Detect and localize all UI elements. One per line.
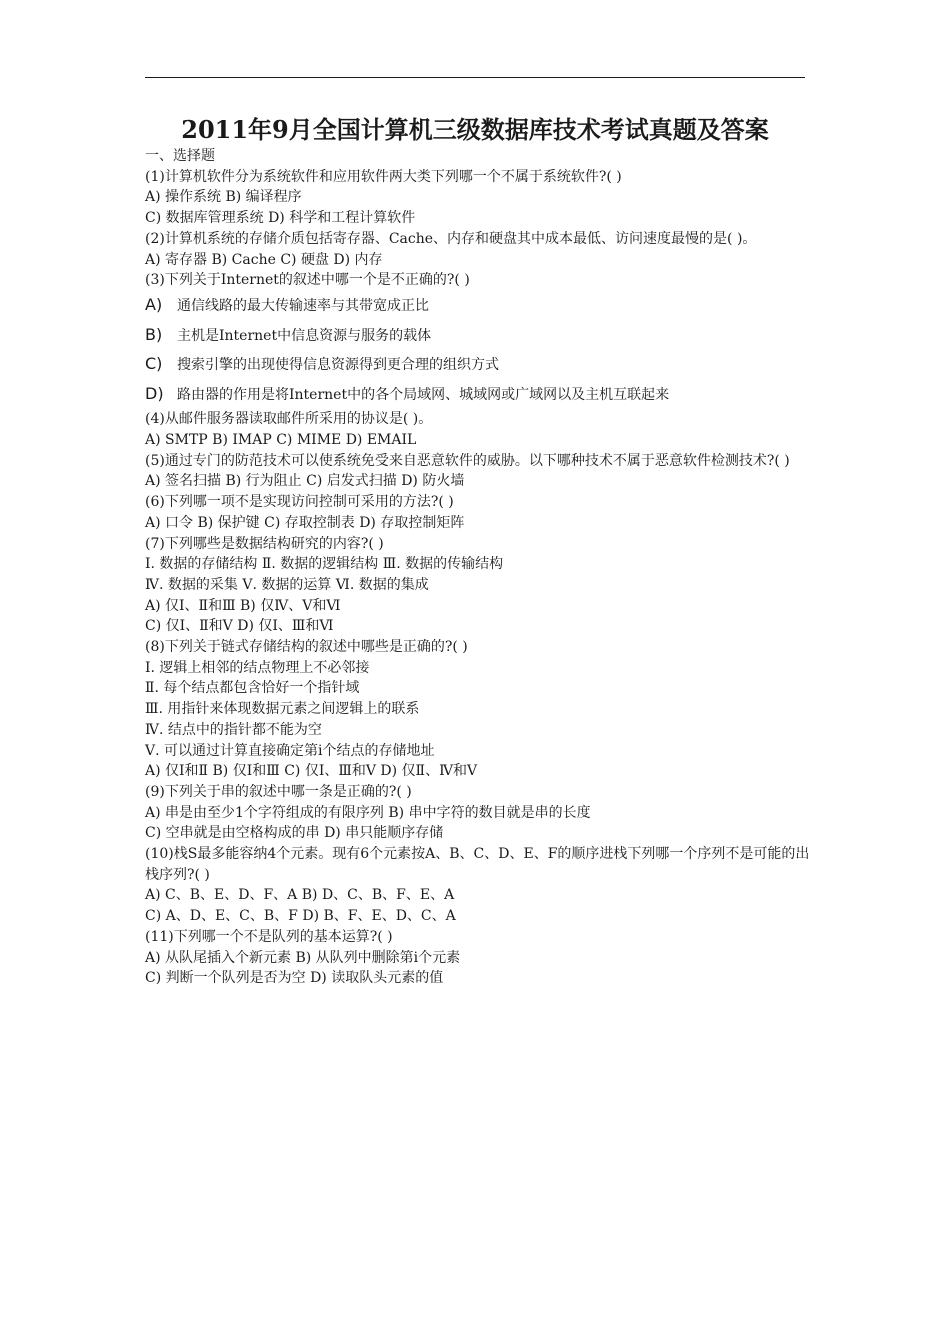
- question-10-stem: (10)栈S最多能容纳4个元素。现有6个元素按A、B、C、D、E、F的顺序进栈下列哪一个序列不是可能的出栈序列?( ): [145, 846, 810, 883]
- question-3-stem: (3)下列关于Internet的叙述中哪一个是不正确的?( ): [145, 272, 470, 289]
- document-title: 2011年9月全国计算机三级数据库技术考试真题及答案: [181, 115, 769, 144]
- question-7-options-line-2: C) 仅Ⅰ、Ⅱ和Ⅴ D) 仅Ⅰ、Ⅲ和Ⅵ: [145, 618, 334, 635]
- question-3-option-d: [145, 380, 810, 410]
- question-5-stem: (5)通过专门的防范技术可以使系统免受来自恶意软件的威胁。以下哪种技术不属于恶意软件检测技术?( ): [145, 452, 790, 469]
- question-2-options: A) 寄存器 B) Cache C) 硬盘 D) 内存: [145, 251, 383, 268]
- option-text: 路由器的作用是将Internet中的各个局域网、城域网或广域网以及主机互联起来: [177, 386, 670, 403]
- question-4-stem: (4)从邮件服务器读取邮件所采用的协议是( )。: [145, 411, 433, 428]
- document-body: [145, 146, 810, 989]
- question-2-stem: (2)计算机系统的存储介质包括寄存器、Cache、内存和硬盘其中成本最低、访问速度最慢的是( )。: [145, 230, 757, 247]
- question-9-options-line-2: C) 空串就是由空格构成的串 D) 串只能顺序存储: [145, 825, 444, 842]
- question-11-stem: (11)下列哪一个不是队列的基本运算?( ): [145, 928, 393, 945]
- option-letter: A): [145, 294, 163, 314]
- question-4-options: A) SMTP B) IMAP C) MIME D) EMAIL: [145, 432, 417, 448]
- question-8-item-2: Ⅱ. 每个结点都包含恰好一个指针域: [145, 680, 360, 697]
- question-9-stem: (9)下列关于串的叙述中哪一条是正确的?( ): [145, 783, 412, 800]
- question-1-stem: (1)计算机软件分为系统软件和应用软件两大类下列哪一个不属于系统软件?( ): [145, 168, 622, 185]
- question-1-options-line-2: C) 数据库管理系统 D) 科学和工程计算软件: [145, 210, 416, 227]
- section-heading: 一、选择题: [145, 148, 215, 164]
- question-9-options-line-1: A) 串是由至少1个字符组成的有限序列 B) 串中字符的数目就是串的长度: [145, 804, 591, 821]
- question-11-options-line-2: C) 判断一个队列是否为空 D) 读取队头元素的值: [145, 970, 444, 987]
- question-8-stem: (8)下列关于链式存储结构的叙述中哪些是正确的?( ): [145, 639, 468, 656]
- option-letter: D): [145, 383, 164, 403]
- option-text: 搜索引擎的出现使得信息资源得到更合理的组织方式: [177, 357, 499, 374]
- question-7-items-line-1: Ⅰ. 数据的存储结构 Ⅱ. 数据的逻辑结构 Ⅲ. 数据的传输结构: [145, 556, 504, 573]
- option-text: 主机是Internet中信息资源与服务的载体: [177, 327, 432, 344]
- option-letter: C): [145, 354, 163, 374]
- question-3-option-a: [145, 291, 810, 321]
- question-7-items-line-2: Ⅳ. 数据的采集 Ⅴ. 数据的运算 Ⅵ. 数据的集成: [145, 576, 429, 593]
- question-6-options: A) 口令 B) 保护键 C) 存取控制表 D) 存取控制矩阵: [145, 514, 465, 531]
- question-3-option-c: [145, 350, 810, 380]
- question-8-item-1: Ⅰ. 逻辑上相邻的结点物理上不必邻接: [145, 659, 370, 676]
- question-5-options: A) 签名扫描 B) 行为阻止 C) 启发式扫描 D) 防火墙: [145, 473, 465, 490]
- question-7-stem: (7)下列哪些是数据结构研究的内容?( ): [145, 535, 384, 552]
- question-8-options: A) 仅Ⅰ和Ⅱ B) 仅Ⅰ和Ⅲ C) 仅Ⅰ、Ⅲ和Ⅴ D) 仅Ⅱ、Ⅳ和Ⅴ: [145, 763, 478, 780]
- question-6-stem: (6)下列哪一项不是实现访问控制可采用的方法?( ): [145, 494, 454, 511]
- option-text: 通信线路的最大传输速率与其带宽成正比: [177, 297, 429, 314]
- question-1-options-line-1: A) 操作系统 B) 编译程序: [145, 189, 302, 206]
- question-10-options-line-2: C) A、D、E、C、B、F D) B、F、E、D、C、A: [145, 908, 456, 925]
- question-8-item-5: Ⅴ. 可以通过计算直接确定第i个结点的存储地址: [145, 742, 435, 759]
- question-11-options-line-1: A) 从队尾插入个新元素 B) 从队列中删除第i个元素: [145, 949, 461, 966]
- header-rule: [145, 77, 805, 78]
- question-10-options-line-1: A) C、B、E、D、F、A B) D、C、B、F、E、A: [145, 887, 455, 904]
- option-letter: B): [145, 324, 163, 344]
- question-7-options-line-1: A) 仅Ⅰ、Ⅱ和Ⅲ B) 仅Ⅳ、Ⅴ和Ⅵ: [145, 597, 341, 614]
- question-8-item-3: Ⅲ. 用指针来体现数据元素之间逻辑上的联系: [145, 701, 420, 718]
- question-3-option-b: [145, 321, 810, 351]
- question-8-item-4: Ⅳ. 结点中的指针都不能为空: [145, 721, 322, 738]
